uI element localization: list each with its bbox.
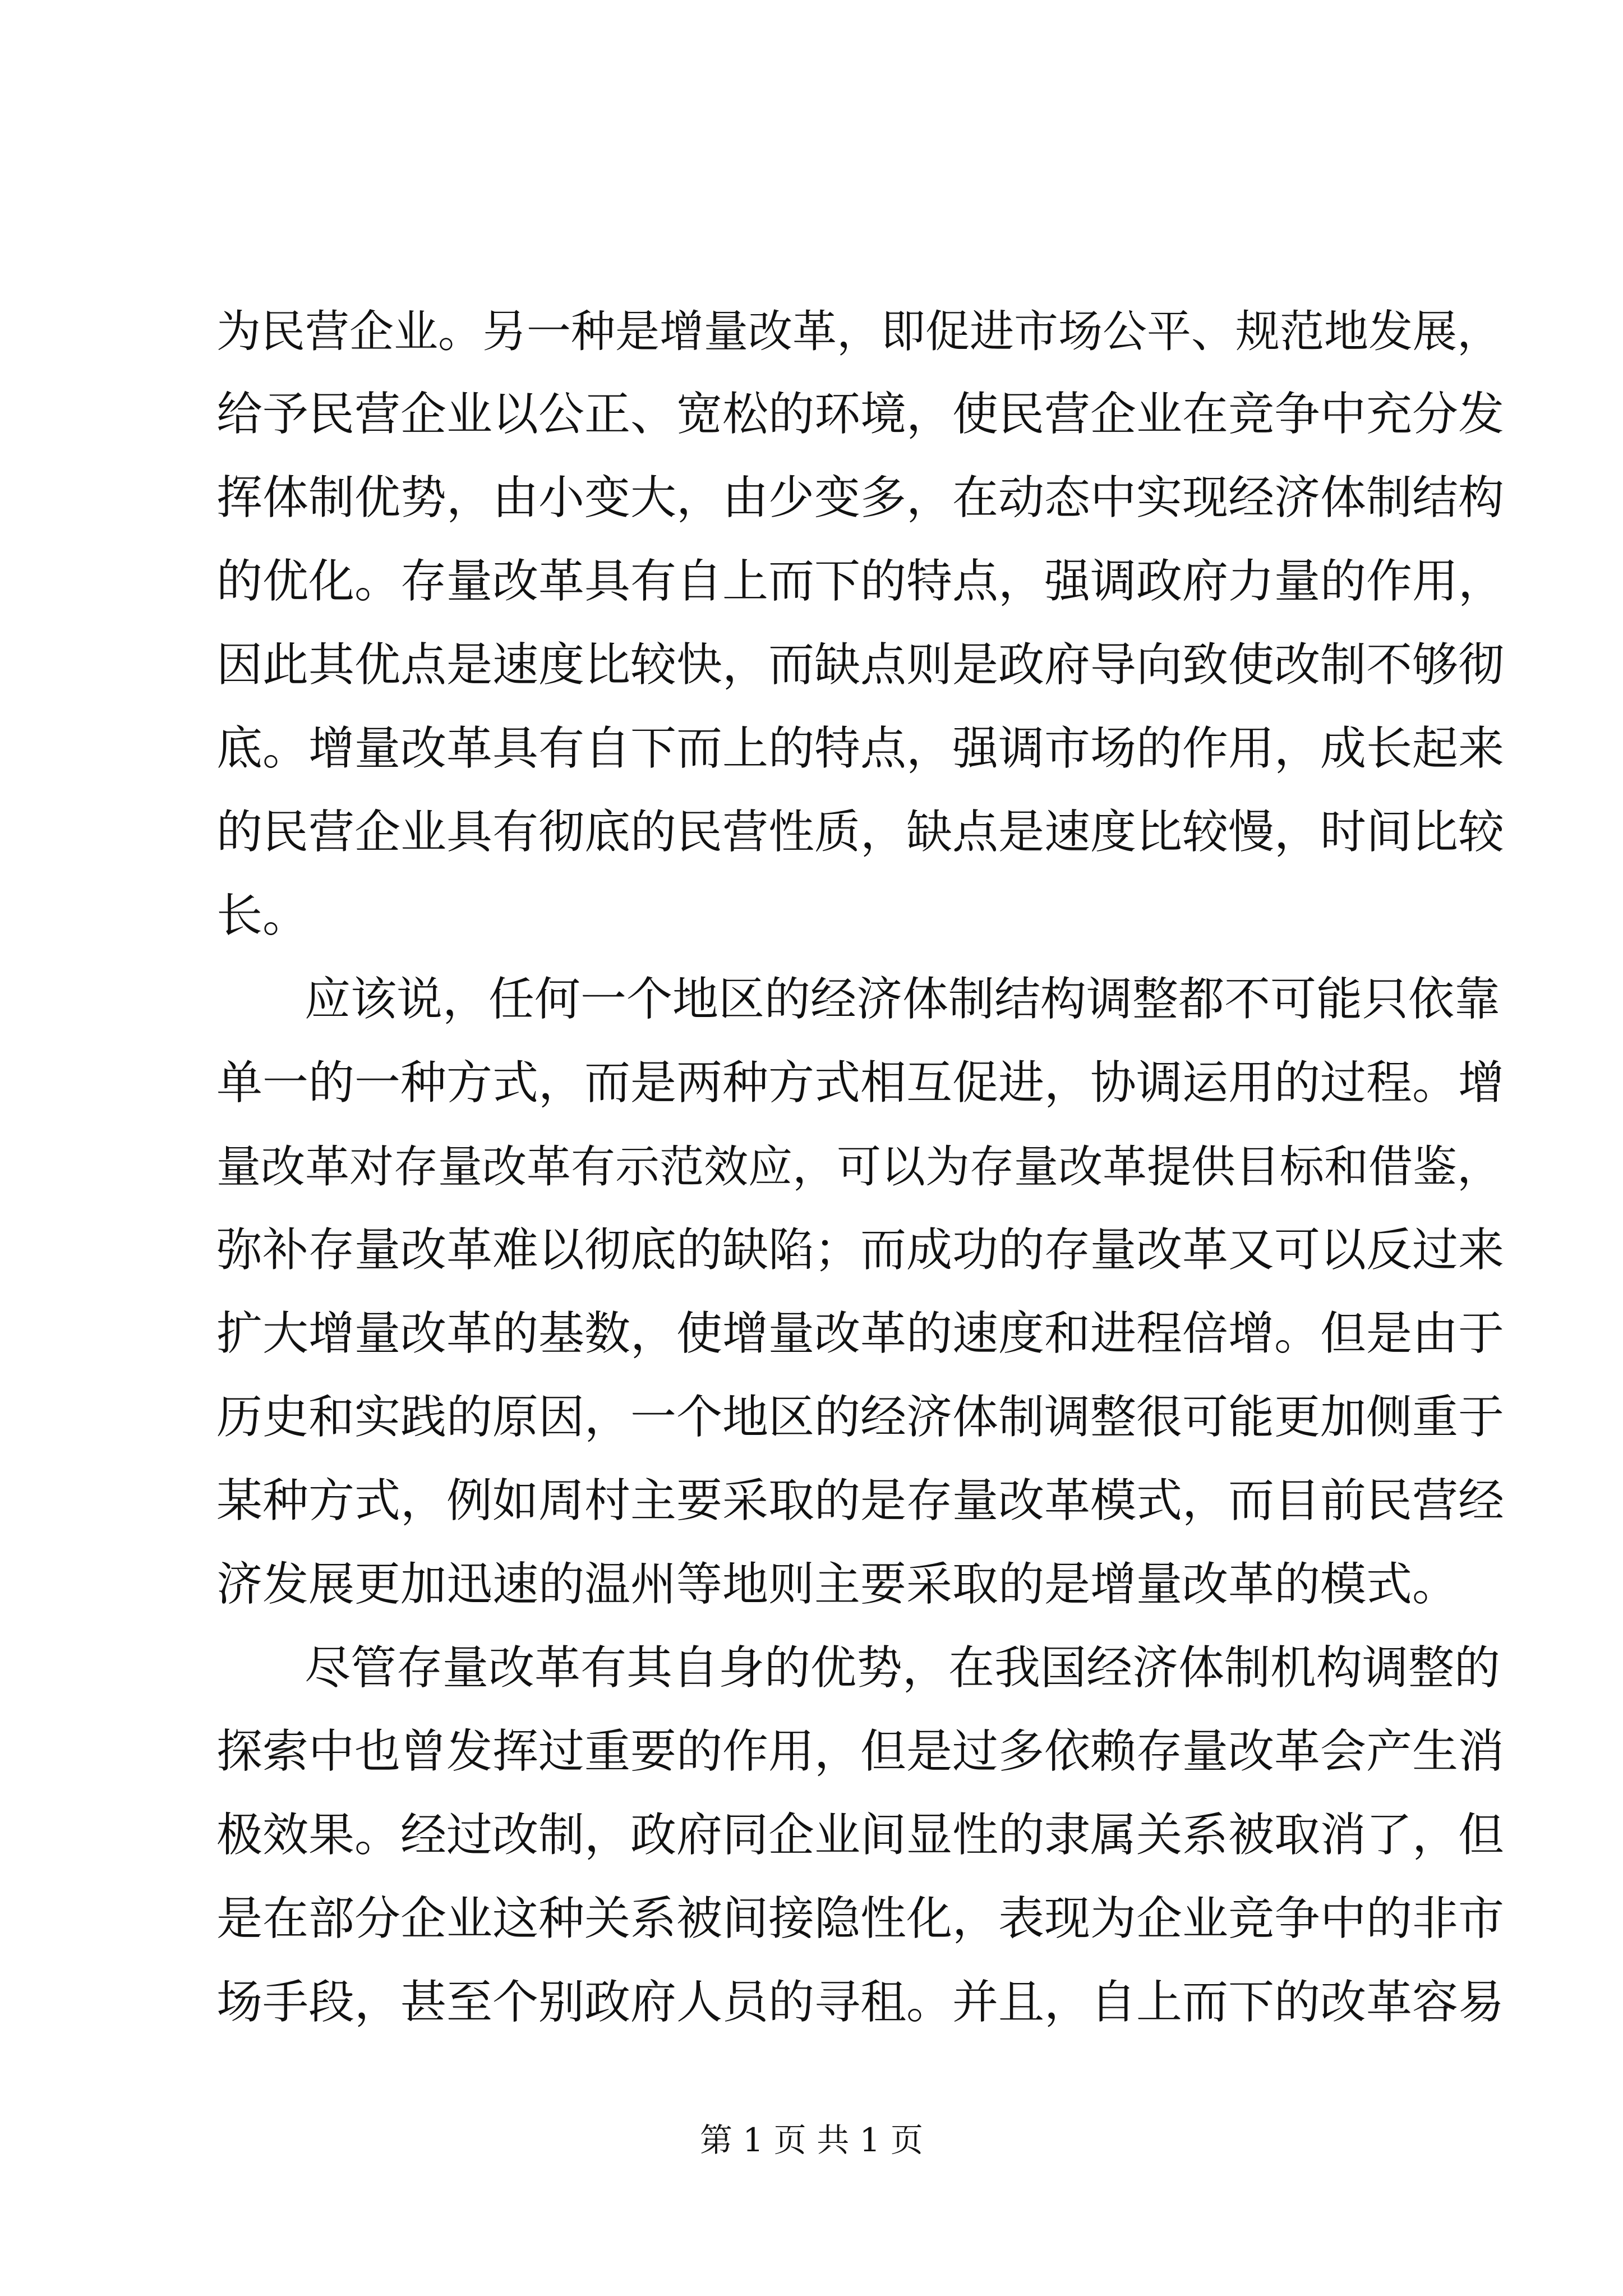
paragraph-start-line: 尽管存量改革有其自身的优势，在我国经济体制机构调整的	[305, 1641, 1501, 1695]
text-line: 因此其优点是速度比较快，而缺点则是政府导向致使改制不够彻	[216, 638, 1505, 692]
text-line: 弥补存量改革难以彻底的缺陷；而成功的存量改革又可以反过来	[216, 1223, 1505, 1277]
text-line: 探索中也曾发挥过重要的作用，但是过多依赖存量改革会产生消	[216, 1725, 1505, 1778]
text-line: 极效果。经过改制，政府同企业间显性的隶属关系被取消了，但	[216, 1809, 1505, 1862]
text-line: 长。	[216, 889, 309, 942]
text-line: 扩大增量改革的基数，使增量改革的速度和进程倍增。但是由于	[216, 1307, 1505, 1360]
paragraph-start-line: 应该说，任何一个地区的经济体制结构调整都不可能只依靠	[305, 973, 1501, 1026]
text-line: 底。增量改革具有自下而上的特点，强调市场的作用，成长起来	[216, 722, 1505, 775]
text-line: 场手段，甚至个别政府人员的寻租。并且，自上而下的改革容易	[216, 1976, 1505, 2029]
text-line: 为民营企业。另一种是增量改革，即促进市场公平、规范地发展，	[216, 306, 1501, 357]
text-line: 某种方式，例如周村主要采取的是存量改革模式，而目前民营经	[216, 1474, 1505, 1527]
text-line: 的民营企业具有彻底的民营性质，缺点是速度比较慢，时间比较	[216, 806, 1505, 859]
text-line: 挥体制优势，由小变大，由少变多，在动态中实现经济体制结构	[216, 471, 1505, 524]
text-line: 给予民营企业以公正、宽松的环境，使民营企业在竞争中充分发	[216, 388, 1505, 441]
text-line: 单一的一种方式，而是两种方式相互促进，协调运用的过程。增	[216, 1056, 1505, 1110]
text-line: 济发展更加迅速的温州等地则主要采取的是增量改革的模式。	[216, 1558, 1459, 1611]
text-line: 的优化。存量改革具有自上而下的特点，强调政府力量的作用，	[216, 555, 1505, 608]
text-line: 是在部分企业这种关系被间接隐性化，表现为企业竞争中的非市	[216, 1892, 1505, 1945]
page-footer: 第 1 页 共 1 页	[700, 2121, 923, 2159]
text-line: 量改革对存量改革有示范效应，可以为存量改革提供目标和借鉴，	[216, 1141, 1501, 1193]
text-line: 历史和实践的原因，一个地区的经济体制调整很可能更加侧重于	[216, 1391, 1505, 1444]
